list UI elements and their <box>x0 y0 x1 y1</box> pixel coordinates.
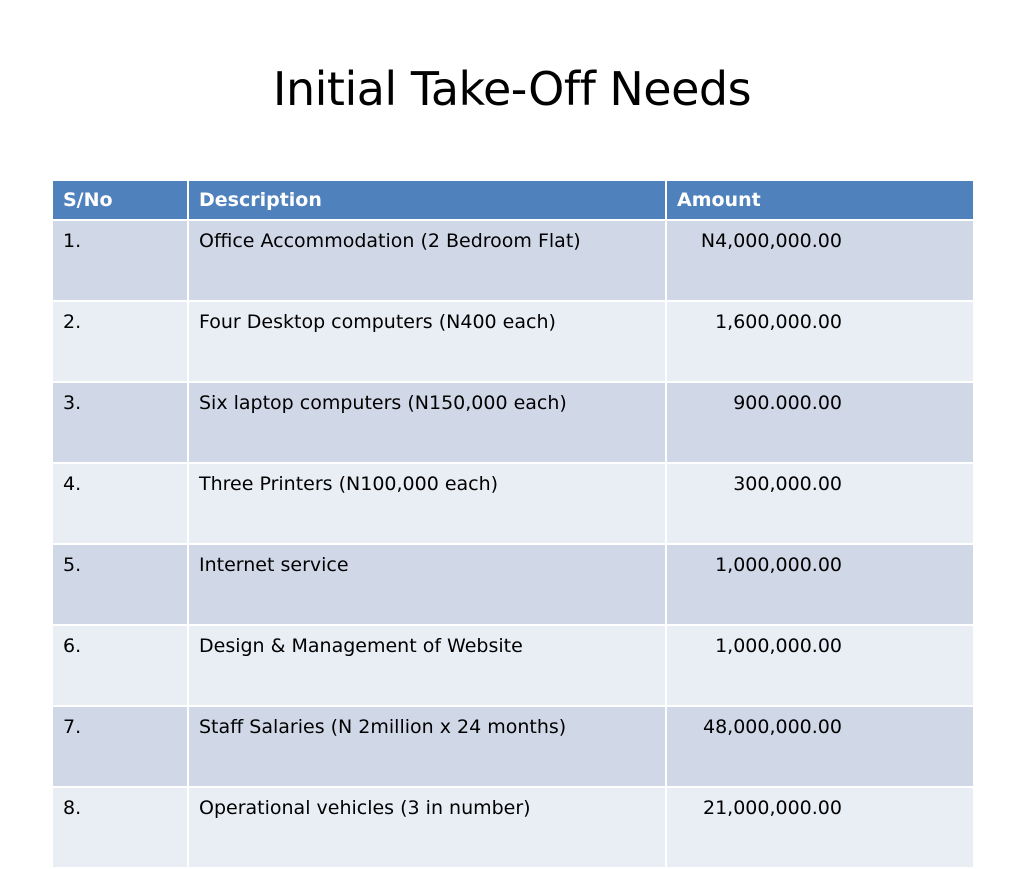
table-row <box>52 544 974 625</box>
amount-value: N4,000,000.00 <box>700 230 842 252</box>
amount-value: 1,000,000.00 <box>715 635 842 657</box>
cell-sno: 6. <box>52 625 188 706</box>
table-row <box>52 787 974 868</box>
cell-description: Design & Management of Website <box>188 625 666 706</box>
amount-value: 1,600,000.00 <box>715 311 842 333</box>
cell-amount <box>666 787 974 868</box>
cell-description: Internet service <box>188 544 666 625</box>
cell-amount <box>666 625 974 706</box>
cell-sno: 4. <box>52 463 188 544</box>
cell-description: Four Desktop computers (N400 each) <box>188 301 666 382</box>
cell-amount <box>666 220 974 301</box>
amount-value: 21,000,000.00 <box>702 797 842 819</box>
cell-sno: 3. <box>52 382 188 463</box>
table-row <box>52 301 974 382</box>
table-row <box>52 382 974 463</box>
cell-amount <box>666 463 974 544</box>
header-description: Description <box>188 180 666 220</box>
table-row <box>52 625 974 706</box>
table-row <box>52 706 974 787</box>
cell-amount <box>666 544 974 625</box>
amount-value: 48,000,000.00 <box>702 716 842 738</box>
cell-sno: 1. <box>52 220 188 301</box>
take-off-needs-table <box>51 179 975 869</box>
cell-sno: 5. <box>52 544 188 625</box>
cell-sno: 7. <box>52 706 188 787</box>
cell-description: Six laptop computers (N150,000 each) <box>188 382 666 463</box>
amount-value: 1,000,000.00 <box>715 554 842 576</box>
cell-amount <box>666 301 974 382</box>
cell-amount <box>666 706 974 787</box>
slide-title: Initial Take-Off Needs <box>272 62 752 116</box>
cell-description: Three Printers (N100,000 each) <box>188 463 666 544</box>
cell-description: Operational vehicles (3 in number) <box>188 787 666 868</box>
cell-sno: 2. <box>52 301 188 382</box>
cell-sno: 8. <box>52 787 188 868</box>
amount-value: 300,000.00 <box>733 473 842 495</box>
header-sno: S/No <box>52 180 188 220</box>
cell-amount <box>666 382 974 463</box>
header-amount: Amount <box>666 180 974 220</box>
table-header-row <box>52 180 974 220</box>
cell-description: Staff Salaries (N 2million x 24 months) <box>188 706 666 787</box>
amount-value: 900.000.00 <box>733 392 842 414</box>
table-row <box>52 220 974 301</box>
cell-description: Office Accommodation (2 Bedroom Flat) <box>188 220 666 301</box>
table-row <box>52 463 974 544</box>
